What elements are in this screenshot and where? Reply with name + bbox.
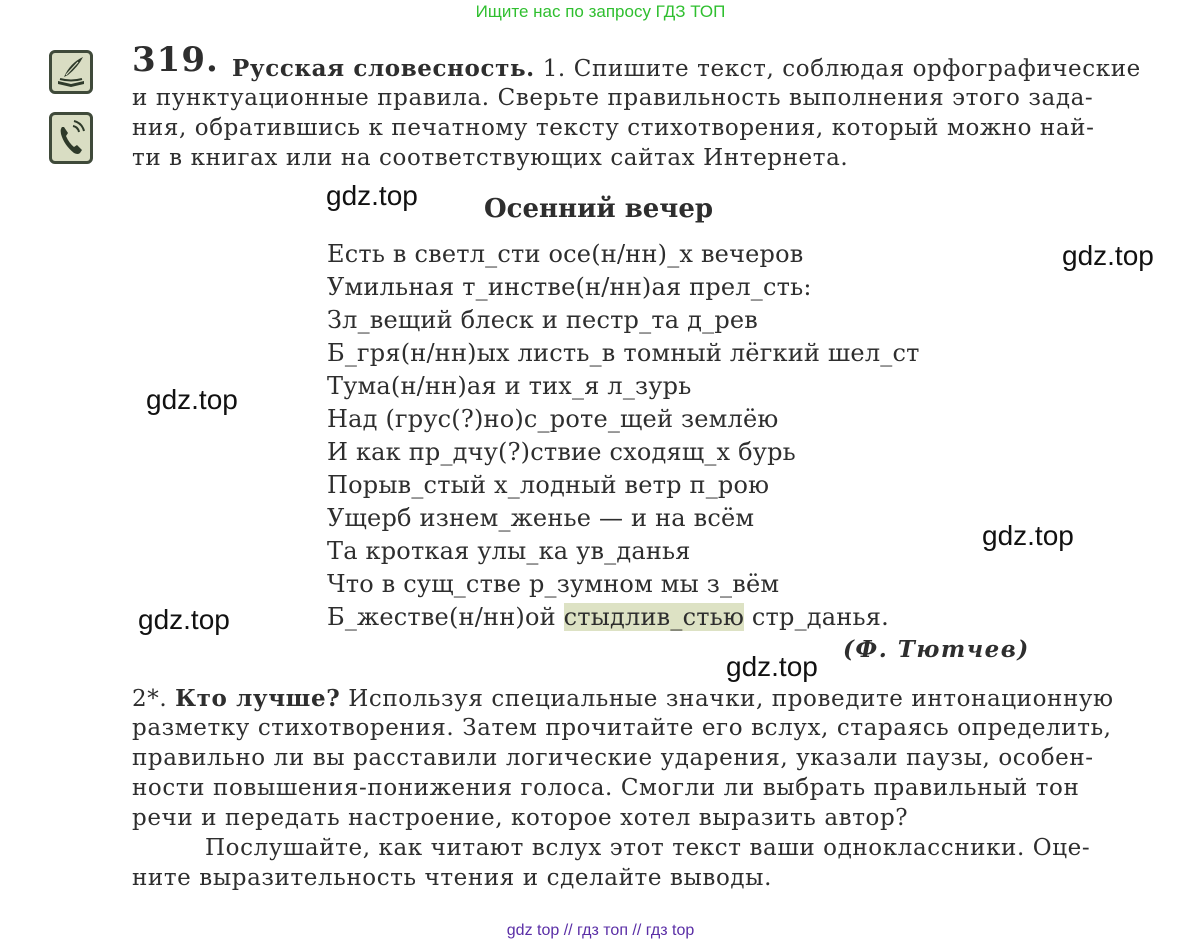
poem-title: Осенний вечер [484, 194, 714, 224]
task2-line-1-text: Используя специальные значки, проведите интонационную [340, 686, 1114, 712]
task-line-1 [232, 55, 1141, 82]
task-heading: Русская словесность. [232, 55, 535, 82]
poem-line: Та кроткая улы_ка ув_данья [327, 537, 691, 565]
task2-line-6: Послушайте, как читают вслух этот текст ваши одноклассники. Оце- [205, 835, 1091, 861]
poem-line: Зл_вещий блеск и пестр_та д_рев [327, 306, 758, 334]
task2-line-5: речи и передать настроение, которое хотел выразить автор? [132, 805, 909, 831]
watermark: gdz.top [138, 604, 230, 635]
task2-line-7: ните выразительность чтения и сделайте выводы. [132, 865, 772, 891]
watermark: gdz.top [146, 384, 238, 415]
watermark: gdz.top [1062, 240, 1154, 271]
task2-line-2: разметку стихотворения. Затем прочитайте его вслух, стараясь определить, [132, 715, 1112, 741]
task2-line-4: ности повышения-понижения голоса. Смогли ли выбрать правильный тон [132, 775, 1080, 801]
task2-line-1 [132, 685, 1114, 712]
watermark: gdz.top [982, 520, 1074, 551]
phone-listen-icon [49, 112, 93, 164]
watermark: gdz.top [326, 180, 418, 211]
top-banner[interactable]: Ищите нас по запросу ГДЗ ТОП [475, 2, 726, 21]
task-line-2: и пунктуационные правила. Сверьте правильность выполнения этого зада- [132, 85, 1094, 111]
quill-book-icon [49, 50, 93, 94]
task-number: 319. [132, 40, 219, 80]
task-line-4: ти в книгах или на соответствующих сайтах Интернета. [132, 145, 849, 171]
poem-last-line-start: Б_жестве(н/нн)ой [327, 603, 564, 631]
watermark: gdz.top [726, 651, 818, 682]
task2-heading: Кто лучше? [175, 685, 341, 712]
poem-line: Есть в светл_сти осе(н/нн)_х вечеров [327, 240, 804, 268]
task2-prefix: 2*. [132, 686, 176, 712]
poem-last-line [327, 603, 889, 631]
task2-line-3: правильно ли вы расставили логические ударения, указали паузы, особен- [132, 745, 1094, 771]
poem-line: Над (грус(?)но)с_роте_щей землёю [327, 405, 779, 433]
poem-line: Ущерб изнем_женье — и на всём [327, 504, 755, 532]
poem-line: И как пр_дчу(?)ствие сходящ_х бурь [327, 438, 796, 466]
task-line-3: ния, обратившись к печатному тексту стихотворения, который можно най- [132, 115, 1095, 141]
task-line-1-text: 1. Спишите текст, соблюдая орфографические [534, 56, 1141, 82]
poem-line: Тума(н/нн)ая и тих_я л_зурь [327, 372, 692, 400]
poem-author: (Ф. Тютчев) [843, 636, 1030, 663]
poem-line: Умильная т_инстве(н/нн)ая прел_сть: [327, 273, 812, 301]
poem-line: Что в сущ_стве р_зумном мы з_вём [327, 570, 780, 598]
highlighted-word: стыдлив_стью [563, 603, 745, 631]
footer-links[interactable]: gdz top // гдз топ // гдз top [506, 922, 695, 939]
poem-line: Порыв_стый х_лодный ветр п_рою [327, 471, 770, 499]
poem-line: Б_гря(н/нн)ых листь_в томный лёгкий шел_ст [327, 339, 920, 367]
poem-last-line-end: стр_данья. [744, 603, 889, 631]
